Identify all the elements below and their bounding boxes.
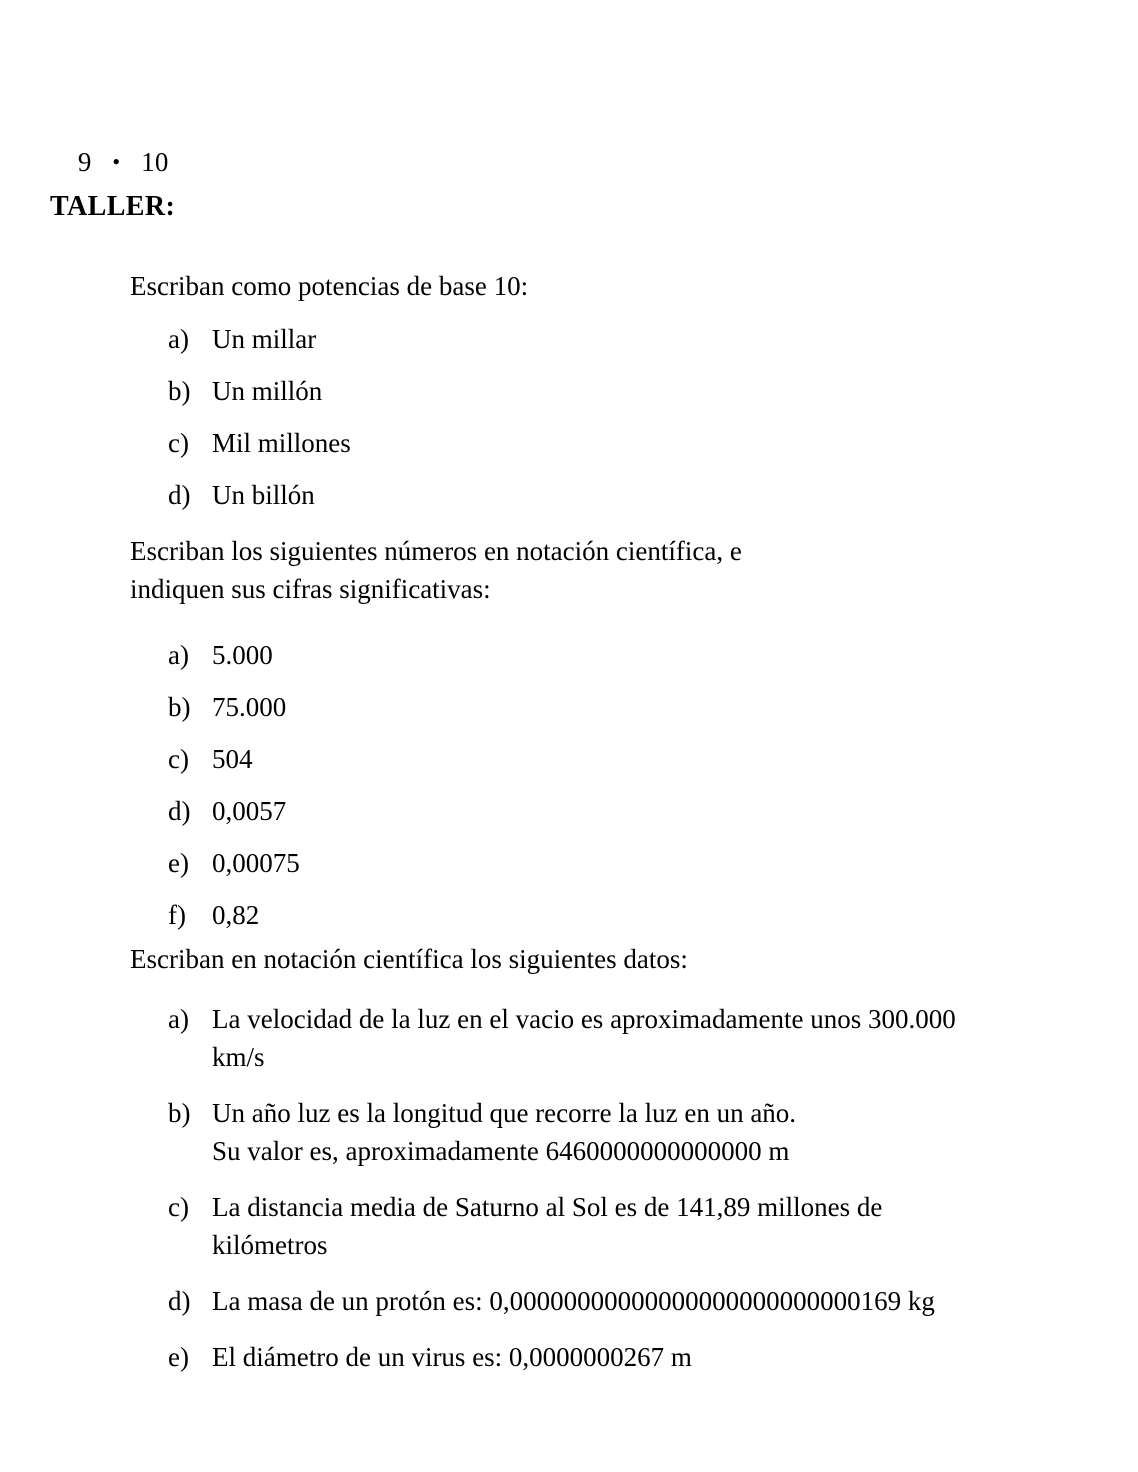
list-item bbox=[168, 844, 1093, 882]
list-item-text: 0,82 bbox=[212, 900, 260, 930]
question-1-prompt: Escriban como potencias de base 10: bbox=[130, 271, 529, 301]
list-item-text: Un millón bbox=[212, 376, 323, 406]
list-item-text: El diámetro de un virus es: 0,0000000267 m bbox=[212, 1342, 692, 1372]
list-item-text bbox=[212, 1094, 1093, 1170]
list-item bbox=[168, 792, 1093, 830]
question-3-list bbox=[168, 1000, 1093, 1376]
list-marker: a) bbox=[168, 1004, 189, 1034]
list-item-text: 0,00075 bbox=[212, 848, 300, 878]
list-item-line-2: km/s bbox=[212, 1042, 265, 1072]
list-item-line-2: kilómetros bbox=[212, 1230, 328, 1260]
question-3-prompt: Escriban en notación científica los siguientes datos: bbox=[130, 944, 688, 974]
list-marker: e) bbox=[168, 1342, 189, 1372]
question-2-prompt-line-2: indiquen sus cifras significativas: bbox=[130, 574, 491, 604]
list-item-line-1: La velocidad de la luz en el vacio es aproximadamente unos 300.000 bbox=[212, 1004, 956, 1034]
question-2-list bbox=[168, 636, 1093, 934]
list-marker: c) bbox=[168, 744, 189, 774]
list-marker: e) bbox=[168, 848, 189, 878]
list-marker: b) bbox=[168, 1098, 191, 1128]
list-item bbox=[168, 1338, 1093, 1376]
list-item-text: 504 bbox=[212, 744, 253, 774]
list-item-line-2: Su valor es, aproximadamente 6460000000000000 m bbox=[212, 1136, 790, 1166]
section-title: TALLER: bbox=[50, 191, 176, 222]
list-item bbox=[168, 1282, 1093, 1320]
list-item bbox=[168, 476, 1093, 514]
list-item bbox=[168, 740, 1093, 778]
page-header-right-number: 10 bbox=[141, 146, 169, 177]
list-item-text: Un millar bbox=[212, 324, 317, 354]
list-marker: b) bbox=[168, 692, 191, 722]
list-item-text bbox=[212, 1000, 1093, 1076]
list-item-text: Mil millones bbox=[212, 428, 351, 458]
list-item bbox=[168, 896, 1093, 934]
list-item-text bbox=[212, 1188, 1093, 1264]
list-marker: d) bbox=[168, 480, 191, 510]
list-marker: d) bbox=[168, 796, 191, 826]
list-marker: f) bbox=[168, 900, 186, 930]
list-marker: c) bbox=[168, 428, 189, 458]
list-item-text: 0,0057 bbox=[212, 796, 287, 826]
list-item-text: 75.000 bbox=[212, 692, 287, 722]
list-item-line-1: Un año luz es la longitud que recorre la luz en un año. bbox=[212, 1098, 797, 1128]
page-header-left-number: 9 bbox=[77, 146, 92, 177]
list-item-line-1: La distancia media de Saturno al Sol es de 141,89 millones de bbox=[212, 1192, 883, 1222]
list-item bbox=[168, 424, 1093, 462]
list-item bbox=[168, 372, 1093, 410]
page-header-bullet-icon: • bbox=[112, 148, 121, 174]
list-marker: d) bbox=[168, 1286, 191, 1316]
list-marker: b) bbox=[168, 376, 191, 406]
list-item-text: Un billón bbox=[212, 480, 315, 510]
list-item bbox=[168, 1094, 1093, 1170]
list-item-text: 5.000 bbox=[212, 640, 273, 670]
list-item bbox=[168, 688, 1093, 726]
list-item-text: La masa de un protón es: 0,00000000000000000000000000169 kg bbox=[212, 1286, 935, 1316]
list-item bbox=[168, 1188, 1093, 1264]
list-item bbox=[168, 636, 1093, 674]
question-1-list bbox=[168, 320, 1093, 514]
list-marker: a) bbox=[168, 640, 189, 670]
list-item bbox=[168, 320, 1093, 358]
question-2-prompt bbox=[130, 532, 1090, 608]
list-item bbox=[168, 1000, 1093, 1076]
list-marker: c) bbox=[168, 1192, 189, 1222]
list-marker: a) bbox=[168, 324, 189, 354]
question-2-prompt-line-1: Escriban los siguientes números en notación científica, e bbox=[130, 536, 742, 566]
